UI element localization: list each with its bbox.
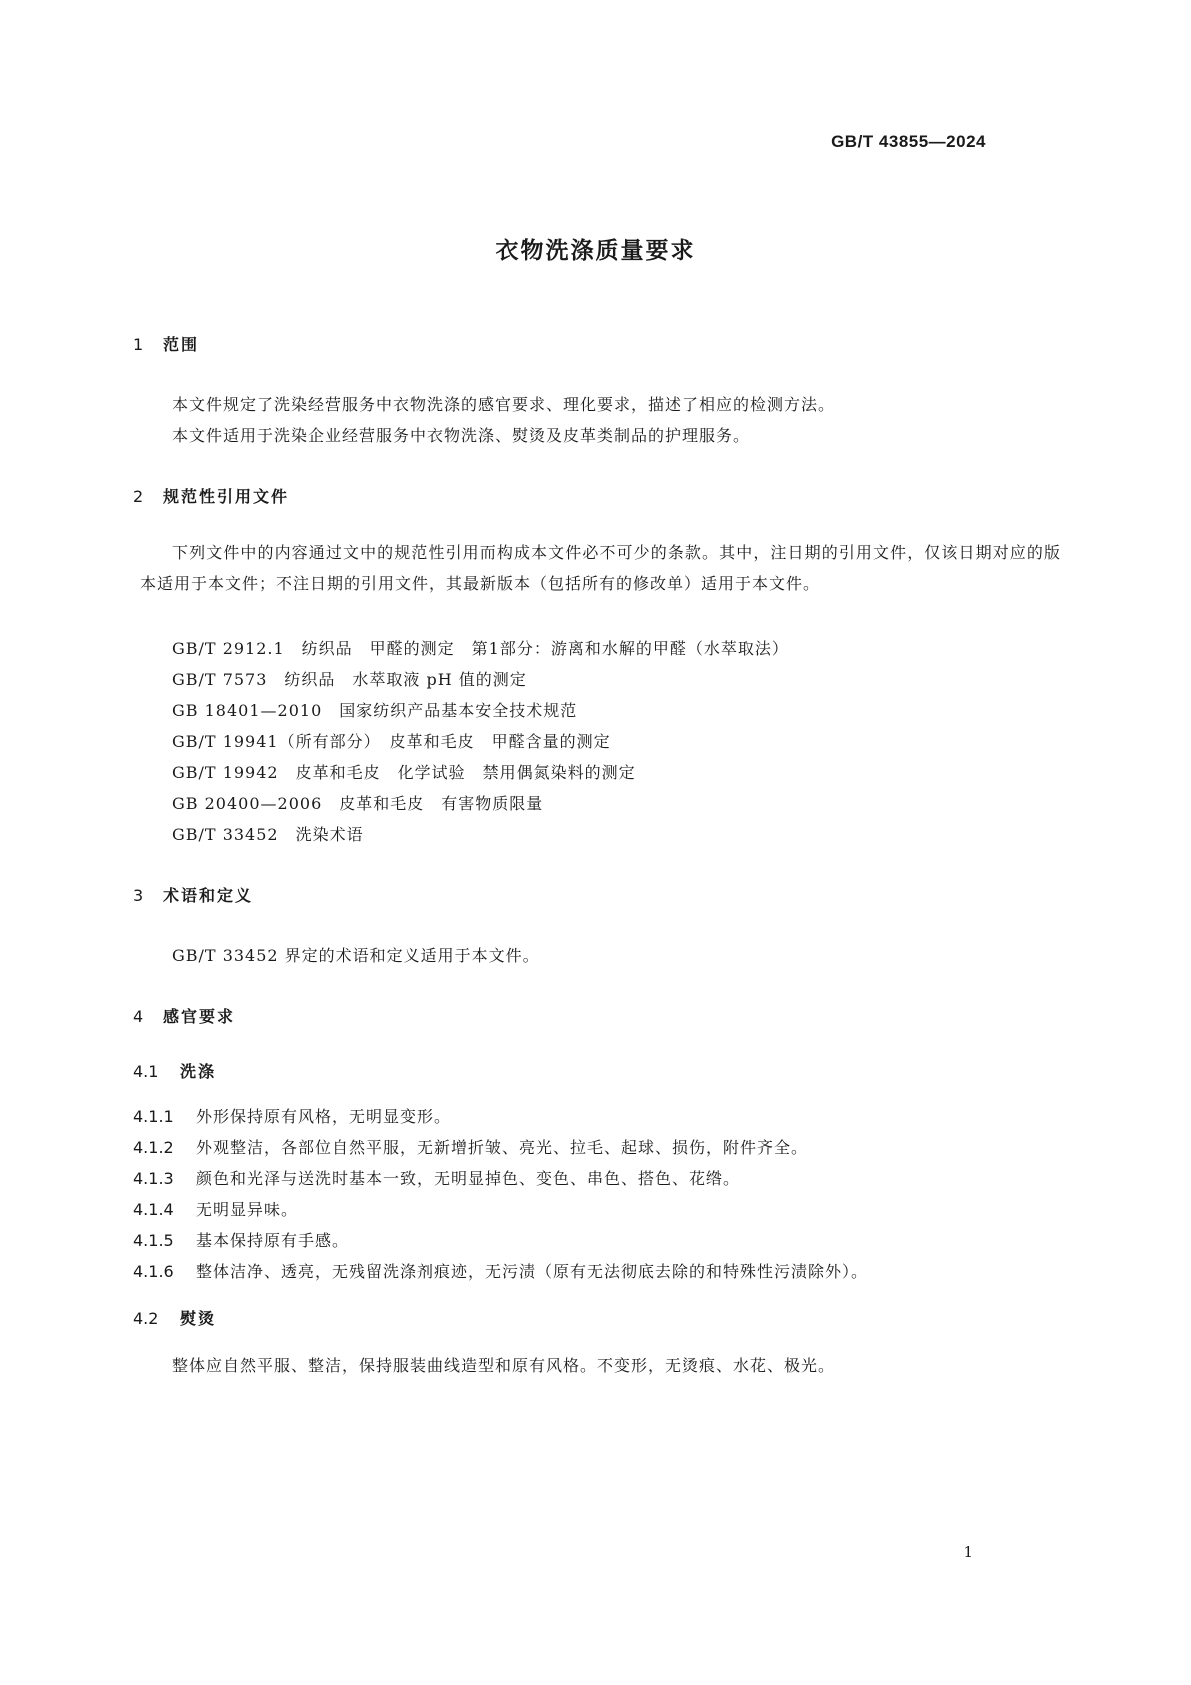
reference-item: GB/T 19941（所有部分） 皮革和毛皮 甲醛含量的测定: [172, 732, 611, 751]
terms-paragraph: GB/T 33452 界定的术语和定义适用于本文件。: [172, 946, 540, 965]
scope-paragraph-1: 本文件规定了洗染经营服务中衣物洗涤的感官要求、理化要求，描述了相应的检测方法。: [172, 395, 836, 414]
reference-item: GB/T 2912.1 纺织品 甲醛的测定 第1部分：游离和水解的甲醛（水萃取法）: [172, 639, 789, 658]
clause-item: [133, 1166, 740, 1189]
clause-text: 无明显异味。: [196, 1200, 299, 1219]
section-title: 范围: [163, 335, 200, 354]
reference-item: GB 18401—2010 国家纺织产品基本安全技术规范: [172, 701, 578, 720]
subsection-title: 熨烫: [180, 1309, 217, 1328]
clause-number: 4.1.6: [133, 1262, 174, 1281]
section-title: 术语和定义: [163, 886, 254, 905]
section-heading-terms: [133, 883, 253, 906]
subsection-number: 4.1: [133, 1062, 159, 1081]
scope-paragraph-2: 本文件适用于洗染企业经营服务中衣物洗涤、熨烫及皮革类制品的护理服务。: [172, 426, 751, 445]
reference-item: GB 20400—2006 皮革和毛皮 有害物质限量: [172, 794, 544, 813]
standard-number: GB/T 43855—2024: [831, 132, 986, 151]
clause-item: [133, 1228, 349, 1251]
section-number: 2: [133, 487, 144, 506]
page-number: 1: [963, 1543, 973, 1561]
clause-item: [133, 1259, 868, 1282]
clause-item: [133, 1135, 808, 1158]
section-heading-scope: [133, 332, 199, 355]
section-title: 感官要求: [163, 1007, 236, 1026]
section-number: 1: [133, 335, 144, 354]
clause-item: [133, 1104, 451, 1127]
clause-text: 外形保持原有风格，无明显变形。: [196, 1107, 452, 1126]
clause-number: 4.1.5: [133, 1231, 174, 1250]
clause-number: 4.1.4: [133, 1200, 174, 1219]
clause-item: [133, 1197, 298, 1220]
clause-number: 4.1.1: [133, 1107, 174, 1126]
section-number: 4: [133, 1007, 144, 1026]
subsection-heading-ironing: [133, 1306, 216, 1329]
clause-number: 4.1.3: [133, 1169, 174, 1188]
section-heading-normative: [133, 484, 289, 507]
clause-text: 基本保持原有手感。: [196, 1231, 350, 1250]
reference-item: GB/T 7573 纺织品 水萃取液 pH 值的测定: [172, 670, 527, 689]
section-number: 3: [133, 886, 144, 905]
clause-text: 外观整洁，各部位自然平服，无新增折皱、亮光、拉毛、起球、损伤，附件齐全。: [196, 1138, 809, 1157]
clause-text: 颜色和光泽与送洗时基本一致，无明显掉色、变色、串色、搭色、花绺。: [196, 1169, 741, 1188]
reference-item: GB/T 19942 皮革和毛皮 化学试验 禁用偶氮染料的测定: [172, 763, 636, 782]
ironing-paragraph: 整体应自然平服、整洁，保持服装曲线造型和原有风格。不变形，无烫痕、水花、极光。: [172, 1356, 836, 1375]
subsection-title: 洗涤: [180, 1062, 217, 1081]
section-heading-sensory: [133, 1004, 235, 1027]
reference-item: GB/T 33452 洗染术语: [172, 825, 364, 844]
subsection-heading-washing: [133, 1059, 216, 1082]
document-title: 衣物洗涤质量要求: [495, 238, 696, 264]
section-title: 规范性引用文件: [163, 487, 290, 506]
normative-intro: 下列文件中的内容通过文中的规范性引用而构成本文件必不可少的条款。其中，注日期的引用文件，仅该日期对应的版本适用于本文件；不注日期的引用文件，其最新版本（包括所有的修改单）适用于本文件。: [140, 543, 1061, 593]
subsection-number: 4.2: [133, 1309, 159, 1328]
clause-text: 整体洁净、透亮，无残留洗涤剂痕迹，无污渍（原有无法彻底去除的和特殊性污渍除外）。: [196, 1262, 869, 1281]
clause-number: 4.1.2: [133, 1138, 174, 1157]
